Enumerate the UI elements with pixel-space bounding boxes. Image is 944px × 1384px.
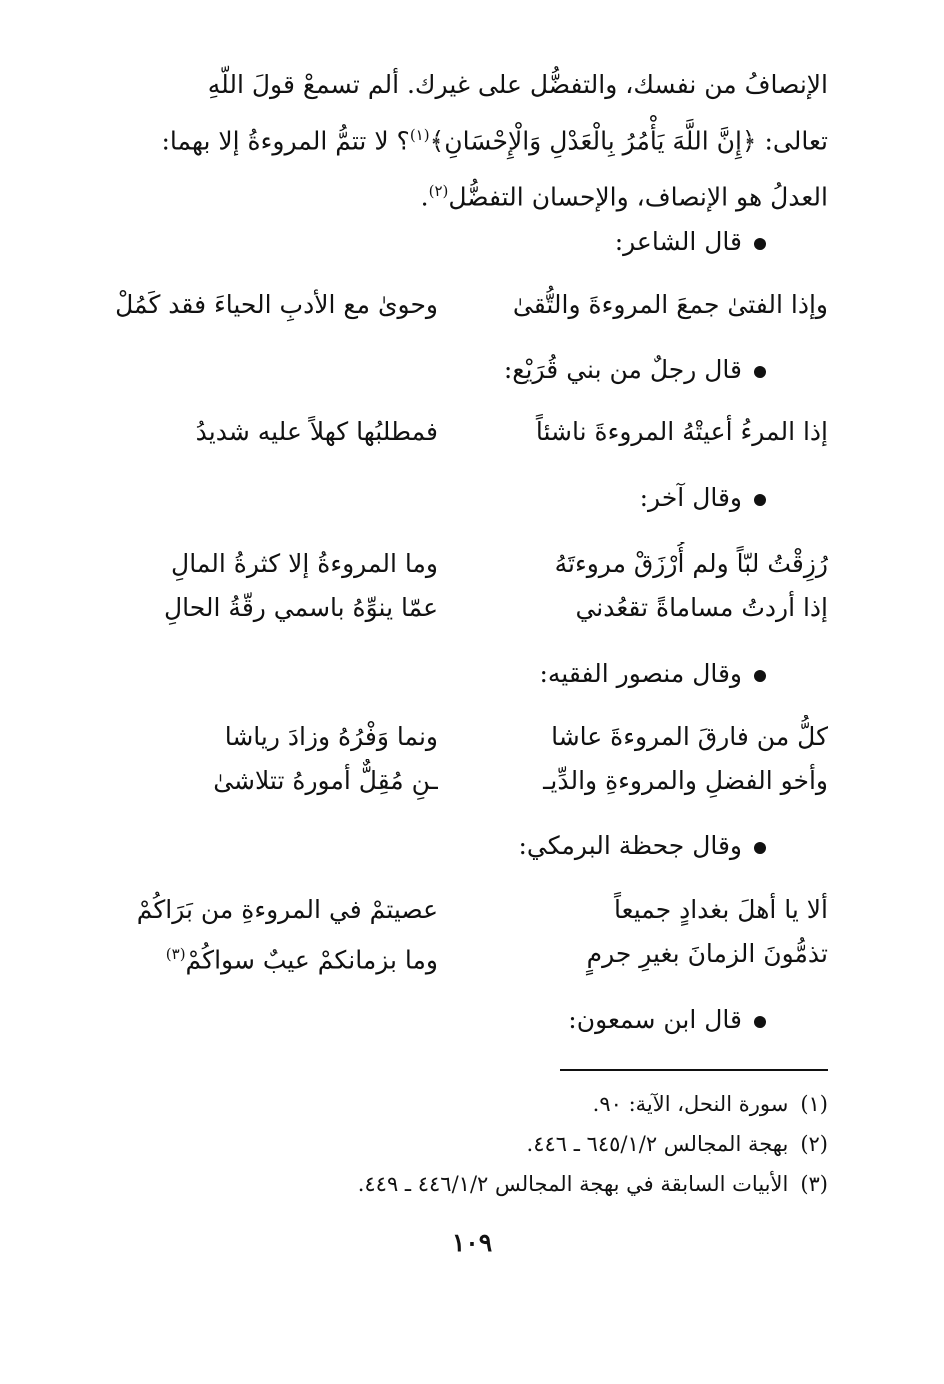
section-intro-4: وقال منصور الفقيه: xyxy=(539,654,766,694)
verse-line xyxy=(113,888,828,932)
verse-line xyxy=(113,542,828,586)
prose-paragraph xyxy=(113,60,828,223)
verse-line xyxy=(113,932,828,976)
footnote-3: (٣)الأبيات السابقة في بهجة المجالس ٤٤٦/١/٢ ـ ٤٤٩. xyxy=(357,1172,828,1196)
verse-second-hemistich: ونما وَفْرُهُ وزادَ رياشا xyxy=(224,722,438,751)
verse-line xyxy=(113,410,828,454)
verse-line xyxy=(113,283,828,327)
verse-line xyxy=(113,759,828,803)
verse-second-hemistich: فمطلبُها كهلاً عليه شديدُ xyxy=(195,417,438,446)
verse-first-hemistich: إذا المرءُ أعيتْهُ المروءةَ ناشئاً xyxy=(535,417,828,446)
verse-line xyxy=(113,586,828,630)
verse-first-hemistich: رُزِقْتُ لبّاً ولم أُرْزَقْ مروءتَهُ xyxy=(554,549,828,578)
verse-line xyxy=(113,715,828,759)
section-intro-6: قال ابن سمعون: xyxy=(568,1000,766,1040)
footnote-ref-2: (٢) xyxy=(428,182,449,201)
verse-first-hemistich: تذمُّونَ الزمانَ بغيرِ جرمٍ xyxy=(586,939,828,968)
section-intro-2: قال رجلٌ من بني قُرَيْع: xyxy=(504,350,766,390)
bullet-icon xyxy=(754,670,766,682)
footnote-ref-3: (٣) xyxy=(165,945,186,963)
section-intro-1: قال الشاعر: xyxy=(615,222,766,262)
section-intro-5: وقال جحظة البرمكي: xyxy=(518,826,766,866)
footnote-separator xyxy=(560,1069,828,1071)
prose-line-1: الإنصافُ من نفسك، والتفضُّل على غيرك. ألم تسمعْ قولَ اللّهِ xyxy=(207,70,828,99)
bullet-icon xyxy=(754,842,766,854)
verse-second-hemistich: وما المروءةُ إلا كثرةُ المالِ xyxy=(171,549,438,578)
verse-first-hemistich: ألا يا أهلَ بغدادٍ جميعاً xyxy=(614,895,828,924)
bullet-icon xyxy=(754,494,766,506)
bullet-icon xyxy=(754,366,766,378)
footnote-2: (٢)بهجة المجالس ٦٤٥/١/٢ ـ ٤٤٦. xyxy=(526,1132,828,1156)
footnotes xyxy=(113,1084,828,1204)
verse-first-hemistich: وأخو الفضلِ والمروءةِ والدِّيـ xyxy=(543,766,828,795)
verse-second-hemistich: وحوىٰ مع الأدبِ الحياءَ فقد كَمُلْ xyxy=(115,290,438,319)
verse-first-hemistich: إذا أردتُ مساماةً تقعُدني xyxy=(575,593,828,622)
verse-second-hemistich: وما بزمانكمْ عيبٌ سواكُمْ$^{(٣)}$ xyxy=(165,945,438,975)
page-number: ١٠٩ xyxy=(451,1228,493,1257)
footnote-1: (١)سورة النحل، الآية: ٩٠. xyxy=(592,1092,828,1116)
prose-line-2: تعالى: ﴿إِنَّ اللَّهَ يَأْمُرُ بِالْعَدْلِ وَالْإِحْسَانِ﴾$^{(١)}$؟ لا تتمُّ المروءةُ إلا بهما: xyxy=(161,126,828,156)
bullet-icon xyxy=(754,1016,766,1028)
verse-second-hemistich: عصيتمْ في المروءةِ من بَرَاكُمْ xyxy=(136,895,438,924)
prose-line-3: العدلُ هو الإنصاف، والإحسان التفضُّل$^{(٢)}$. xyxy=(420,182,828,212)
verse-first-hemistich: كلُّ من فارقَ المروءةَ عاشا xyxy=(551,722,828,751)
verse-second-hemistich: عمّا ينوِّهُ باسمي رقّةُ الحالِ xyxy=(163,593,438,622)
footnote-ref-1: (١) xyxy=(409,126,430,144)
verse-second-hemistich: ـنِ مُقِلٌّ أمورهُ تتلاشىٰ xyxy=(213,766,438,795)
verse-first-hemistich: وإذا الفتىٰ جمعَ المروءةَ والتُّقىٰ xyxy=(512,290,828,319)
section-intro-3: وقال آخر: xyxy=(640,478,766,518)
bullet-icon xyxy=(754,238,766,250)
